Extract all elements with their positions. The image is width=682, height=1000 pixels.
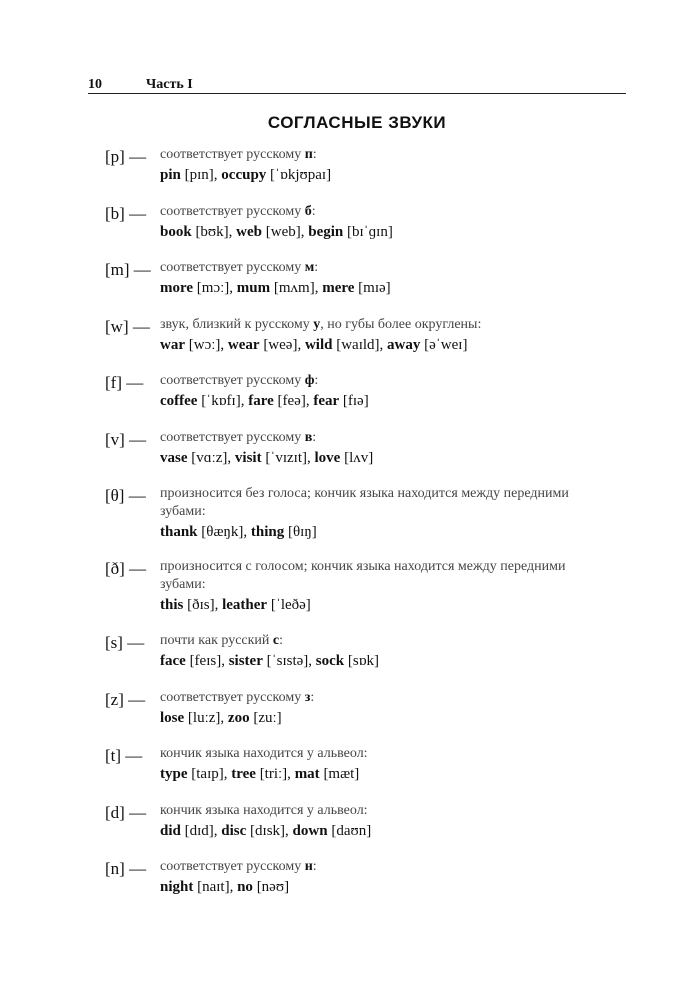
example-word: fear bbox=[313, 393, 340, 409]
sound-description bbox=[160, 146, 625, 164]
transcription: [fɪə] bbox=[339, 393, 369, 409]
transcription: [dɪsk], bbox=[246, 823, 293, 839]
example-word: sock bbox=[315, 653, 345, 669]
transcription: [wɔː], bbox=[185, 337, 228, 353]
description-line: соответствует русскому з: bbox=[160, 690, 315, 705]
examples-line bbox=[160, 222, 393, 242]
example-word: war bbox=[160, 337, 185, 353]
sound-description bbox=[160, 745, 625, 763]
description-line: соответствует русскому ф: bbox=[160, 373, 319, 388]
phonetic-symbol: [z] — bbox=[105, 690, 146, 709]
example-word: visit bbox=[234, 450, 262, 466]
sound-description bbox=[160, 802, 625, 820]
examples-line bbox=[160, 764, 359, 784]
example-word: love bbox=[314, 450, 341, 466]
transcription: [nəʊ] bbox=[252, 879, 290, 895]
section-title: СОГЛАСНЫЕ ЗВУКИ bbox=[267, 113, 447, 132]
transcription: [ðɪs], bbox=[183, 597, 223, 613]
example-word: sister bbox=[228, 653, 263, 669]
example-word: type bbox=[160, 766, 188, 782]
transcription: [waɪld], bbox=[332, 337, 388, 353]
phonetic-symbol: [b] — bbox=[105, 204, 147, 223]
sound-description bbox=[160, 632, 625, 650]
transcription: [ˈkɒfɪ], bbox=[197, 393, 249, 409]
phonetic-symbol: [θ] — bbox=[105, 486, 146, 505]
phonetic-symbol: [s] — bbox=[105, 633, 145, 652]
description-line: зубами: bbox=[160, 577, 206, 592]
examples-line bbox=[160, 877, 289, 897]
examples-line bbox=[160, 165, 331, 185]
sound-description bbox=[160, 689, 625, 707]
russian-letter: н bbox=[304, 859, 313, 874]
example-word: mum bbox=[236, 280, 271, 296]
russian-letter: б bbox=[304, 204, 312, 219]
russian-letter: у bbox=[313, 317, 321, 332]
phonetic-symbol: [d] — bbox=[105, 803, 147, 822]
example-word: away bbox=[387, 337, 421, 353]
example-word: book bbox=[160, 224, 192, 240]
phonetic-symbol: [w] — bbox=[105, 317, 150, 336]
sound-description bbox=[160, 259, 625, 277]
example-word: night bbox=[160, 879, 194, 895]
examples-line bbox=[160, 335, 467, 355]
transcription: [luːz], bbox=[184, 710, 228, 726]
phonetic-symbol: [n] — bbox=[105, 859, 147, 878]
phonetic-symbol: [ð] — bbox=[105, 559, 147, 578]
transcription: [sɒk] bbox=[344, 653, 380, 669]
description-line: произносится с голосом; кончик языка находится между передними bbox=[160, 559, 566, 574]
example-word: disc bbox=[221, 823, 247, 839]
example-word: no bbox=[237, 879, 253, 895]
phonetic-symbol: [f] — bbox=[105, 373, 144, 392]
description-line: соответствует русскому н: bbox=[160, 859, 317, 874]
russian-letter: с bbox=[272, 633, 280, 648]
examples-line bbox=[160, 651, 379, 671]
running-header bbox=[88, 77, 626, 94]
transcription: [bɪˈɡɪn] bbox=[343, 224, 393, 240]
phonetic-symbol: [m] — bbox=[105, 260, 151, 279]
transcription: [θæŋk], bbox=[197, 524, 251, 540]
examples-line bbox=[160, 708, 282, 728]
sound-description bbox=[160, 316, 625, 334]
description-line: почти как русский с: bbox=[160, 633, 284, 648]
transcription: [vɑːz], bbox=[187, 450, 235, 466]
transcription: [mɪə] bbox=[354, 280, 391, 296]
sound-description bbox=[160, 429, 625, 447]
examples-line bbox=[160, 522, 317, 542]
example-word: this bbox=[160, 597, 184, 613]
example-word: tree bbox=[231, 766, 256, 782]
examples-line bbox=[160, 391, 369, 411]
example-word: zoo bbox=[227, 710, 250, 726]
example-word: mat bbox=[294, 766, 320, 782]
transcription: [ˈsɪstə], bbox=[262, 653, 316, 669]
example-word: fare bbox=[248, 393, 274, 409]
transcription: [dɪd], bbox=[180, 823, 222, 839]
transcription: [taɪp], bbox=[187, 766, 232, 782]
transcription: [əˈweɪ] bbox=[420, 337, 468, 353]
transcription: [zuː] bbox=[249, 710, 282, 726]
russian-letter: м bbox=[304, 260, 315, 275]
sound-description bbox=[160, 372, 625, 390]
phonetic-symbol: [v] — bbox=[105, 430, 147, 449]
description-line: звук, близкий к русскому у, но губы более округлены: bbox=[160, 317, 482, 332]
transcription: [bʊk], bbox=[191, 224, 237, 240]
example-word: begin bbox=[308, 224, 344, 240]
transcription: [naɪt], bbox=[193, 879, 238, 895]
examples-line bbox=[160, 595, 311, 615]
example-word: occupy bbox=[221, 167, 267, 183]
sound-description bbox=[160, 485, 625, 521]
transcription: [ˈɒkjʊpaɪ] bbox=[266, 167, 332, 183]
description-line: кончик языка находится у альвеол: bbox=[160, 803, 368, 818]
example-word: thing bbox=[250, 524, 285, 540]
sound-description bbox=[160, 858, 625, 876]
transcription: [daʊn] bbox=[327, 823, 372, 839]
phonetic-symbol: [p] — bbox=[105, 147, 147, 166]
description-line: кончик языка находится у альвеол: bbox=[160, 746, 368, 761]
transcription: [feɪs], bbox=[185, 653, 229, 669]
example-word: more bbox=[160, 280, 194, 296]
example-word: thank bbox=[160, 524, 198, 540]
page-number: 10 bbox=[88, 77, 102, 92]
example-word: leather bbox=[222, 597, 268, 613]
example-word: web bbox=[236, 224, 263, 240]
sound-description bbox=[160, 558, 625, 594]
example-word: coffee bbox=[160, 393, 198, 409]
examples-line bbox=[160, 278, 391, 298]
russian-letter: в bbox=[304, 430, 313, 445]
example-word: wild bbox=[304, 337, 333, 353]
transcription: [ˈleðə] bbox=[267, 597, 311, 613]
transcription: [lʌv] bbox=[340, 450, 374, 466]
description-line: зубами: bbox=[160, 504, 206, 519]
transcription: [mʌm], bbox=[270, 280, 323, 296]
russian-letter: п bbox=[304, 147, 313, 162]
example-word: mere bbox=[322, 280, 355, 296]
example-word: pin bbox=[160, 167, 181, 183]
russian-letter: ф bbox=[304, 373, 315, 388]
transcription: [triː], bbox=[255, 766, 295, 782]
transcription: [feə], bbox=[273, 393, 314, 409]
transcription: [weə], bbox=[259, 337, 305, 353]
transcription: [web], bbox=[262, 224, 309, 240]
example-word: did bbox=[160, 823, 181, 839]
example-word: lose bbox=[160, 710, 185, 726]
transcription: [θɪŋ] bbox=[284, 524, 317, 540]
transcription: [pɪn], bbox=[180, 167, 222, 183]
transcription: [ˈvɪzɪt], bbox=[261, 450, 315, 466]
russian-letter: з bbox=[304, 690, 311, 705]
transcription: [mæt] bbox=[319, 766, 360, 782]
example-word: face bbox=[160, 653, 186, 669]
example-word: vase bbox=[160, 450, 188, 466]
description-line: произносится без голоса; кончик языка находится между передними bbox=[160, 486, 569, 501]
sound-description bbox=[160, 203, 625, 221]
examples-line bbox=[160, 821, 371, 841]
example-word: down bbox=[292, 823, 328, 839]
transcription: [mɔː], bbox=[193, 280, 237, 296]
examples-line bbox=[160, 448, 373, 468]
description-line: соответствует русскому б: bbox=[160, 204, 316, 219]
description-line: соответствует русскому п: bbox=[160, 147, 317, 162]
description-line: соответствует русскому м: bbox=[160, 260, 319, 275]
phonetic-symbol: [t] — bbox=[105, 746, 143, 765]
description-line: соответствует русскому в: bbox=[160, 430, 317, 445]
part-title: Часть I bbox=[146, 77, 193, 92]
example-word: wear bbox=[227, 337, 260, 353]
